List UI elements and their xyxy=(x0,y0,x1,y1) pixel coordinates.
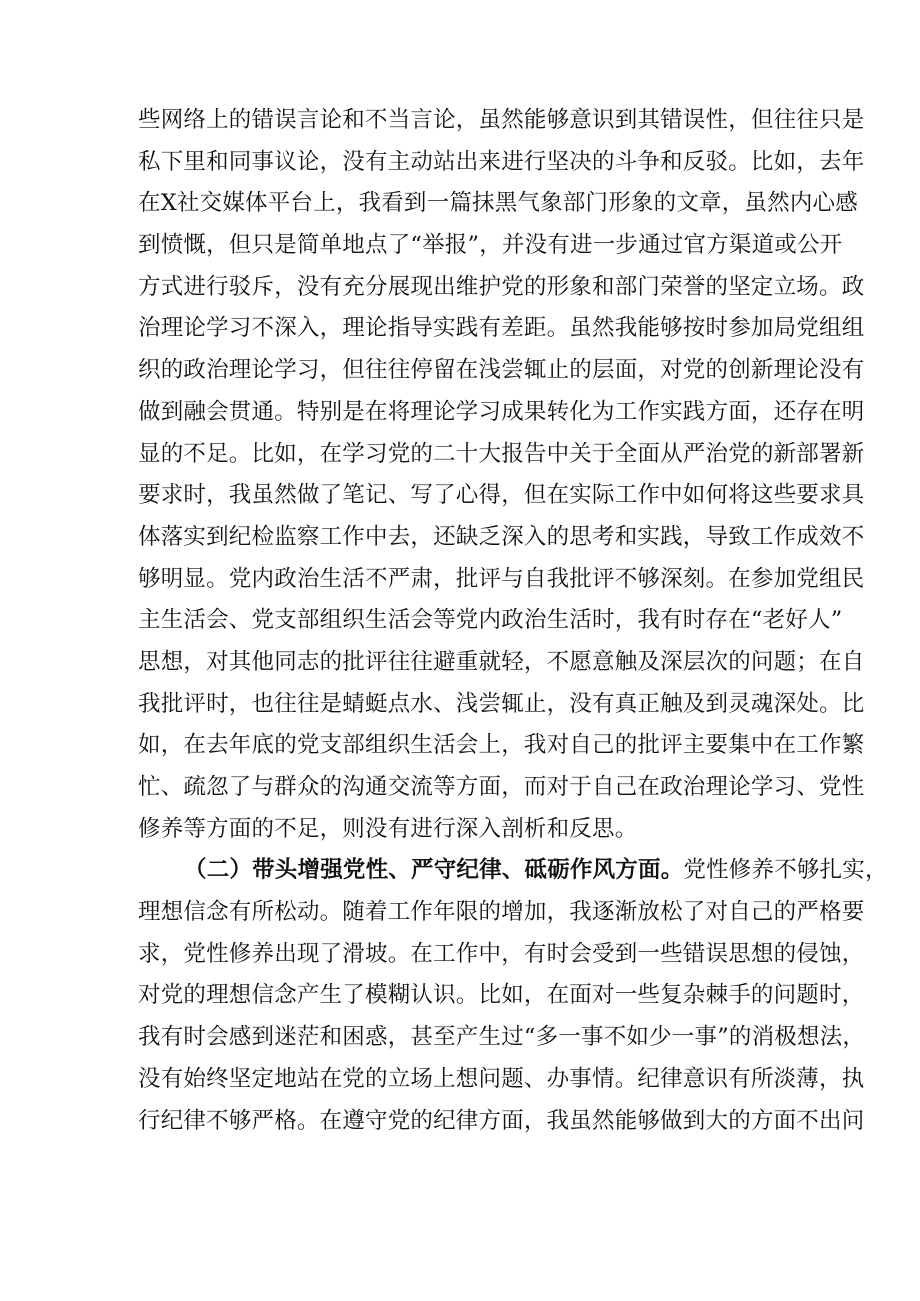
body-line: 治理论学习不深入，理论指导实践有差距。虽然我能够按时参加局党组组 xyxy=(138,315,865,342)
body-line: 如，在去年底的党支部组织生活会上，我对自己的批评主要集中在工作繁 xyxy=(138,732,865,759)
body-line: 些网络上的错误言论和不当言论，虽然能够意识到其错误性，但往往只是 xyxy=(138,107,865,133)
body-line-paragraph-end: 修养等方面的不足，则没有进行深入剖析和反思。 xyxy=(138,815,638,842)
body-line: 显的不足。比如，在学习党的二十大报告中关于全面从严治党的新部署新 xyxy=(138,440,865,467)
body-line: 方式进行驳斥，没有充分展现出维护党的形象和部门荣誉的坚定立场。政 xyxy=(138,273,865,300)
body-line: 思想，对其他同志的批评往往避重就轻，不愿意触及深层次的问题；在自 xyxy=(138,648,865,675)
body-line: 要求时，我虽然做了笔记、写了心得，但在实际工作中如何将这些要求具 xyxy=(138,482,865,509)
body-line: 私下里和同事议论，没有主动站出来进行坚决的斗争和反驳。比如，去年 xyxy=(138,148,865,175)
section-line: 没有始终坚定地站在党的立场上想问题、办事情。纪律意识有所淡薄，执 xyxy=(138,1065,865,1092)
body-line: 我批评时，也往往是蜻蜓点水、浅尝辄止，没有真正触及到灵魂深处。比 xyxy=(138,690,865,717)
section-line: 求，党性修养出现了滑坡。在工作中，有时会受到一些错误思想的侵蚀， xyxy=(138,940,865,967)
body-line: 到愤慨，但只是简单地点了“举报”，并没有进一步通过官方渠道或公开 xyxy=(138,232,843,259)
body-line: 主生活会、党支部组织生活会等党内政治生活时，我有时存在“老好人” xyxy=(138,607,843,634)
body-line: 忙、疏忽了与群众的沟通交流等方面，而对于自己在政治理论学习、党性 xyxy=(138,774,865,800)
section-line: 对党的理想信念产生了模糊认识。比如，在面对一些复杂棘手的问题时， xyxy=(138,982,865,1009)
section-heading: （二）带头增强党性、严守纪律、砥砺作风方面。 xyxy=(184,857,684,884)
body-line: 做到融会贯通。特别是在将理论学习成果转化为工作实践方面，还存在明 xyxy=(138,398,865,425)
section-line: 我有时会感到迷茫和困惑，甚至产生过“多一事不如少一事”的消极想法， xyxy=(138,1024,866,1051)
section-line: 行纪律不够严格。在遵守党的纪律方面，我虽然能够做到大的方面不出问 xyxy=(138,1107,865,1134)
section-heading-line xyxy=(138,850,888,892)
body-line: 织的政治理论学习，但往往停留在浅尝辄止的层面，对党的创新理论没有 xyxy=(138,357,865,384)
section-heading-tail: 党性修养不够扎实， xyxy=(683,857,888,884)
body-line: 体落实到纪检监察工作中去，还缺乏深入的思考和实践，导致工作成效不 xyxy=(138,523,865,550)
section-line: 理想信念有所松动。随着工作年限的增加，我逐渐放松了对自己的严格要 xyxy=(138,899,865,926)
body-line: 够明显。党内政治生活不严肃，批评与自我批评不够深刻。在参加党组民 xyxy=(138,565,865,592)
body-line: 在X社交媒体平台上，我看到一篇抹黑气象部门形象的文章，虽然内心感 xyxy=(138,190,858,217)
document-body xyxy=(138,100,888,1142)
